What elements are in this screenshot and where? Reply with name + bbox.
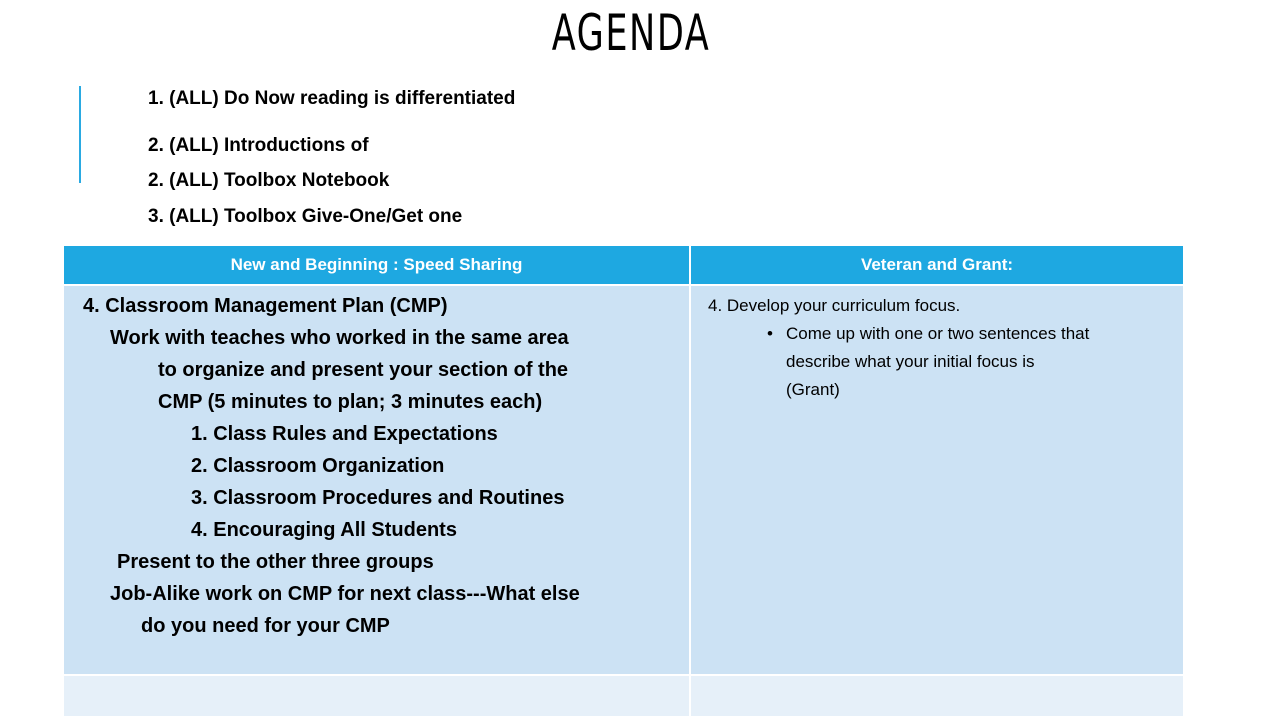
- right-item: 4. Develop your curriculum focus.: [708, 296, 961, 315]
- header-new-beginning: New and Beginning : Speed Sharing: [64, 246, 690, 285]
- right-bullet-line-2: describe what your initial focus is: [786, 352, 1035, 371]
- left-line-4: CMP (5 minutes to plan; 3 minutes each): [158, 391, 543, 413]
- empty-cell-left: [64, 675, 690, 716]
- left-line-9: Present to the other three groups: [117, 551, 434, 573]
- left-line-7: 3. Classroom Procedures and Routines: [191, 487, 565, 509]
- agenda-item-1: 1. (ALL) Do Now reading is differentiated: [148, 88, 516, 109]
- bullet-icon: •: [767, 324, 773, 343]
- left-line-2: Work with teaches who worked in the same area: [110, 327, 569, 349]
- agenda-item-2: 2. (ALL) Introductions of: [148, 135, 369, 156]
- left-line-11: do you need for your CMP: [141, 615, 390, 637]
- slide-title: AGENDA: [551, 4, 711, 62]
- left-line-5: 1. Class Rules and Expectations: [191, 423, 498, 445]
- right-cell: [690, 285, 1183, 675]
- right-bullet-line-1: Come up with one or two sentences that: [786, 324, 1090, 343]
- empty-cell-right: [690, 675, 1183, 716]
- left-line-6: 2. Classroom Organization: [191, 455, 445, 477]
- agenda-item-4: 3. (ALL) Toolbox Give-One/Get one: [148, 206, 463, 227]
- agenda-item-3: 2. (ALL) Toolbox Notebook: [148, 170, 390, 191]
- left-line-8: 4. Encouraging All Students: [191, 519, 457, 541]
- agenda-table: [64, 246, 1183, 716]
- left-line-10: Job-Alike work on CMP for next class---What else: [110, 583, 580, 605]
- left-line-1: 4. Classroom Management Plan (CMP): [83, 295, 448, 317]
- left-line-3: to organize and present your section of the: [158, 359, 569, 381]
- left-cell: [64, 285, 690, 675]
- accent-bar: [79, 86, 81, 183]
- right-bullet-line-3: (Grant): [786, 380, 840, 399]
- header-veteran-grant: Veteran and Grant:: [690, 246, 1183, 285]
